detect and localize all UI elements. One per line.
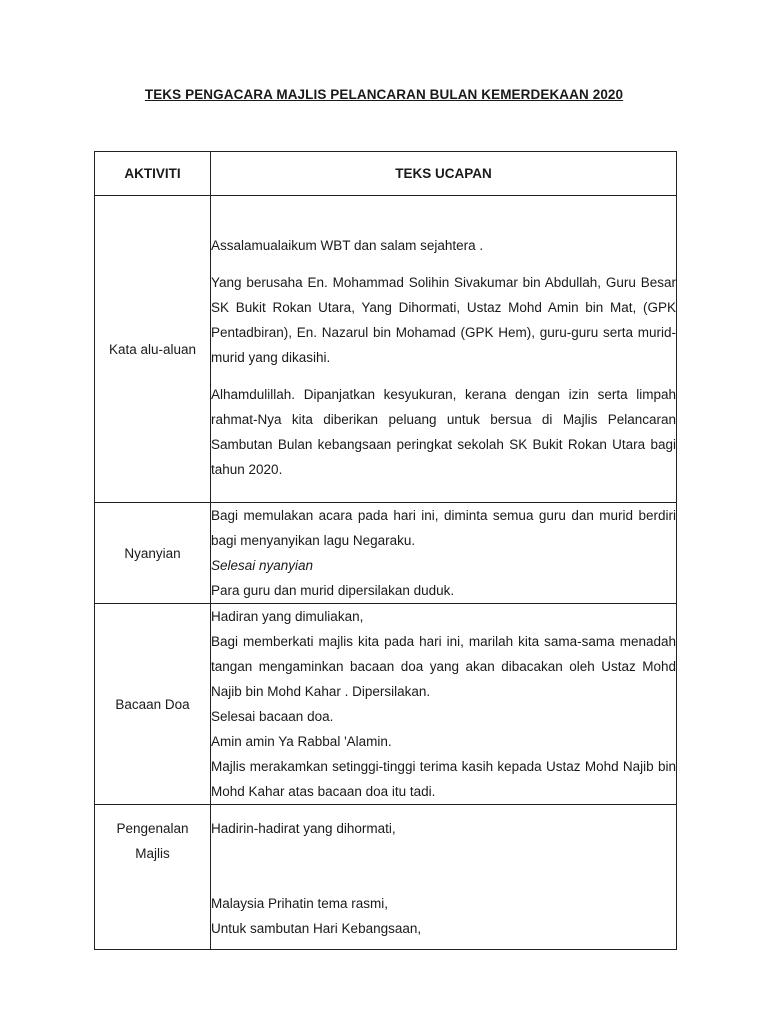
table-header-row — [95, 152, 677, 196]
speech-cell — [211, 196, 677, 503]
paragraph: Untuk sambutan Hari Kebangsaan, — [211, 921, 422, 936]
activity-label-line: Pengenalan — [116, 821, 189, 836]
activity-label-line: Majlis — [135, 846, 170, 861]
paragraph: Selesai nyanyian — [211, 558, 314, 573]
speech-cell — [211, 604, 677, 805]
speech-cell — [211, 503, 677, 604]
table-row — [95, 196, 677, 503]
document-title: TEKS PENGACARA MAJLIS PELANCARAN BULAN KEMERDEKAAN 2020 — [144, 87, 624, 102]
paragraph: Hadiran yang dimuliakan, — [211, 609, 364, 624]
paragraph: Bagi memberkati majlis kita pada hari ini, marilah kita sama-sama menadah tangan mengaminkan bacaan doa yang akan dibacakan oleh Ustaz Mohd Najib bin Mohd Kahar . Dipersilakan. — [211, 634, 676, 699]
paragraph: Assalamualaikum WBT dan salam sejahtera . — [211, 238, 484, 253]
activity-cell: Nyanyian — [95, 503, 211, 604]
paragraph: Para guru dan murid dipersilakan duduk. — [211, 583, 455, 598]
paragraph: Hadirin-hadirat yang dihormati, — [211, 821, 396, 836]
header-activity: AKTIVITI — [95, 152, 211, 196]
paragraph: Alhamdulillah. Dipanjatkan kesyukuran, kerana dengan izin serta limpah rahmat-Nya kita diberikan peluang untuk bersua di Majlis Pelancaran Sambutan Bulan kebangsaan peringkat sekolah SK Bukit Rokan Utara bagi tahun 2020. — [211, 387, 676, 477]
activity-cell: Kata alu-aluan — [95, 196, 211, 503]
blank-space — [211, 841, 676, 891]
table-row — [95, 503, 677, 604]
speech-table — [94, 151, 677, 950]
paragraph: Bagi memulakan acara pada hari ini, diminta semua guru dan murid berdiri bagi menyanyikan lagu Negaraku. — [211, 508, 676, 548]
table-row — [95, 604, 677, 805]
paragraph: Yang berusaha En. Mohammad Solihin Sivakumar bin Abdullah, Guru Besar SK Bukit Rokan Utara, Yang Dihormati, Ustaz Mohd Amin bin Mat, (GPK Pentadbiran), En. Nazarul bin Mohamad (GPK Hem), guru-guru serta murid-murid yang dikasihi. — [211, 275, 676, 365]
paragraph: Amin amin Ya Rabbal 'Alamin. — [211, 734, 392, 749]
paragraph: Majlis merakamkan setinggi-tinggi terima kasih kepada Ustaz Mohd Najib bin Mohd Kahar atas bacaan doa itu tadi. — [211, 759, 676, 799]
speech-cell — [211, 805, 677, 950]
activity-cell — [95, 805, 211, 950]
activity-cell: Bacaan Doa — [95, 604, 211, 805]
header-speech-text: TEKS UCAPAN — [211, 152, 677, 196]
paragraph: Selesai bacaan doa. — [211, 709, 334, 724]
table-row — [95, 805, 677, 950]
paragraph: Malaysia Prihatin tema rasmi, — [211, 896, 389, 911]
